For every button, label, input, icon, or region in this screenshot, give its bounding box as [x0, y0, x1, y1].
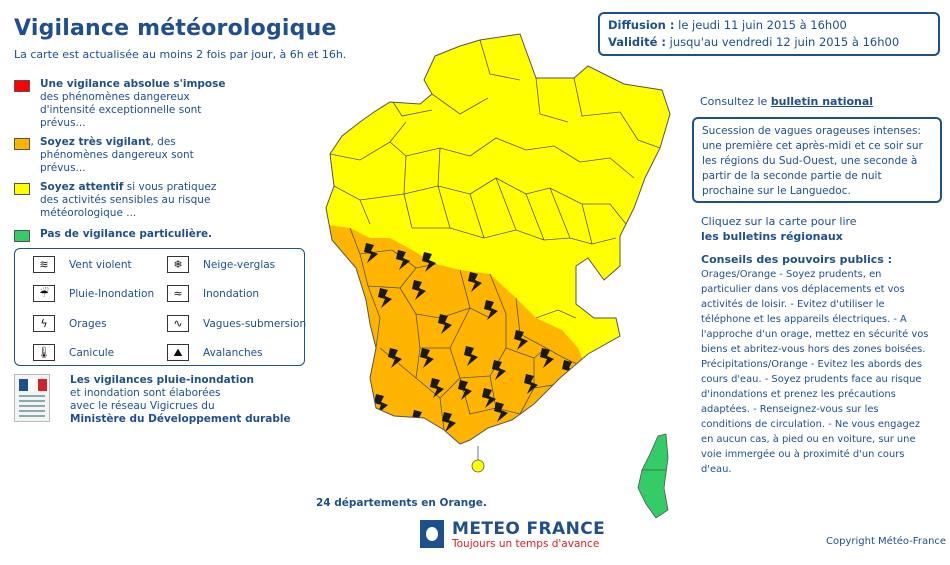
corsica[interactable]: [638, 434, 668, 518]
legend-item-orange: [14, 136, 226, 175]
legend-item-red: [14, 78, 226, 130]
avalanche-icon: ⛰: [167, 344, 189, 361]
ministry-logo-lines: [19, 395, 45, 420]
legend-swatch-red: [14, 80, 30, 92]
phenomenon-label: Avalanches: [203, 347, 263, 359]
legend-label-red: Une vigilance absolue s'impose: [40, 78, 226, 90]
paris-region[interactable]: [472, 460, 484, 472]
meteo-france-mark-icon: [420, 520, 444, 548]
legend-item-green: [14, 228, 226, 241]
wind-icon: ≋: [33, 256, 55, 273]
vigilance-map[interactable]: [320, 18, 680, 518]
regional-bulletins: [701, 214, 857, 244]
vigilance-legend: [14, 78, 226, 247]
advice-title: Conseils des pouvoirs publics :: [701, 253, 893, 266]
consultez-prefix: Consultez le: [700, 95, 771, 108]
legend-swatch-green: [14, 230, 30, 242]
vigicrues-line3: avec le réseau Vigicrues du: [70, 400, 215, 412]
validite-label: Validité :: [608, 35, 666, 49]
legend-desc-orange: phénomènes dangereux sont prévus...: [40, 149, 194, 174]
legend-label-orange: Soyez très vigilant: [40, 136, 151, 148]
paris-inset[interactable]: [472, 446, 484, 472]
page-title: Vigilance météorologique: [14, 16, 337, 41]
vigicrues-line1: Les vigilances pluie-inondation: [70, 374, 255, 386]
vigicrues-line2: et inondation sont élaborées: [70, 387, 221, 399]
legend-item-yellow: [14, 181, 226, 220]
diffusion-value: le jeudi 11 juin 2015 à 16h00: [678, 18, 847, 32]
phenomenon-label: Pluie-Inondation: [69, 288, 155, 300]
legend-swatch-yellow: [14, 183, 30, 195]
copyright: Copyright Météo-France: [826, 536, 947, 547]
snow-ice-icon: ❄: [167, 256, 189, 273]
vigicrues-note: [14, 374, 314, 424]
regional-line1: Cliquez sur la carte pour lire: [701, 215, 857, 228]
phenomena-legend: [14, 248, 305, 366]
regional-bulletins-link[interactable]: les bulletins régionaux: [701, 230, 843, 243]
phenomenon-label: Vagues-submersion: [203, 318, 307, 330]
legend-label-yellow: Soyez attentif: [40, 181, 124, 193]
wave-submersion-icon: ∿: [167, 315, 189, 332]
legend-desc-red: des phénomènes dangereux d'intensité exceptionnelle sont prévus...: [40, 91, 202, 129]
phenomenon-label: Canicule: [69, 347, 115, 359]
ministry-logo[interactable]: [14, 374, 50, 422]
vigicrues-text: [70, 374, 291, 426]
rain-flood-icon: ☔: [33, 285, 55, 302]
flood-icon: ≈: [167, 285, 189, 302]
brand-name: METEO FRANCE: [452, 519, 606, 539]
legend-inline-yellow: si vous pratiquez: [123, 181, 217, 193]
thunderstorm-icon: ϟ: [33, 315, 55, 332]
heatwave-icon: 🌡: [33, 344, 55, 361]
validite-value: jusqu'au vendredi 12 juin 2015 à 16h00: [669, 35, 900, 49]
legend-label-green: Pas de vigilance particulière.: [40, 228, 213, 240]
national-bulletin-line: [700, 95, 873, 108]
phenomenon-label: Orages: [69, 318, 107, 330]
brand-tagline: Toujours un temps d'avance: [452, 538, 600, 550]
national-bulletin-link[interactable]: bulletin national: [770, 95, 874, 108]
orange-count: 24 départements en Orange.: [316, 497, 487, 509]
legend-desc-yellow: des activités sensibles au risque météorologique ...: [40, 194, 211, 219]
phenomenon-label: Neige-verglas: [203, 259, 276, 271]
meteo-france-logo[interactable]: [420, 519, 606, 552]
advice-text: Orages/Orange - Soyez prudents, en particulier dans vos déplacements et vos activités de loisir. - Evitez d'utiliser le téléphone et les appareils électriques. - A l'approche d'un orage, mettez en sécurité vos biens et abritez-vous hors des zones boisées. Précipitations/Orange - Evitez les abords des cours d'eau. - Soyez prudents face au risque d'inondations et prenez les précautions adaptées. - Renseignez-vous sur les conditions de circulation. - Ne vous engagez en aucun cas, à pied ou en voiture, sur une voie immergée ou à proximité d'un cours d'eau.: [701, 269, 929, 475]
phenomenon-label: Vent violent: [69, 259, 132, 271]
page-subtitle: La carte est actualisée au moins 2 fois par jour, à 6h et 16h.: [14, 48, 347, 61]
storm-marker: [354, 316, 368, 336]
situation-box: Sucession de vagues orageuses intenses: une première cet après-midi et ce soir sur les régions du Sud-Ouest, une seconde à partir de la seconde partie de nuit prochaine sur le Languedoc.: [692, 117, 942, 203]
vigicrues-line4[interactable]: Ministère du Développement durable: [70, 413, 291, 425]
french-flag-icon: [19, 379, 47, 391]
legend-swatch-orange: [14, 138, 30, 150]
legend-inline-orange: , des: [150, 136, 176, 148]
metropole-departments: [320, 18, 680, 518]
diffusion-label: Diffusion :: [608, 18, 675, 32]
phenomenon-label: Inondation: [203, 288, 260, 300]
